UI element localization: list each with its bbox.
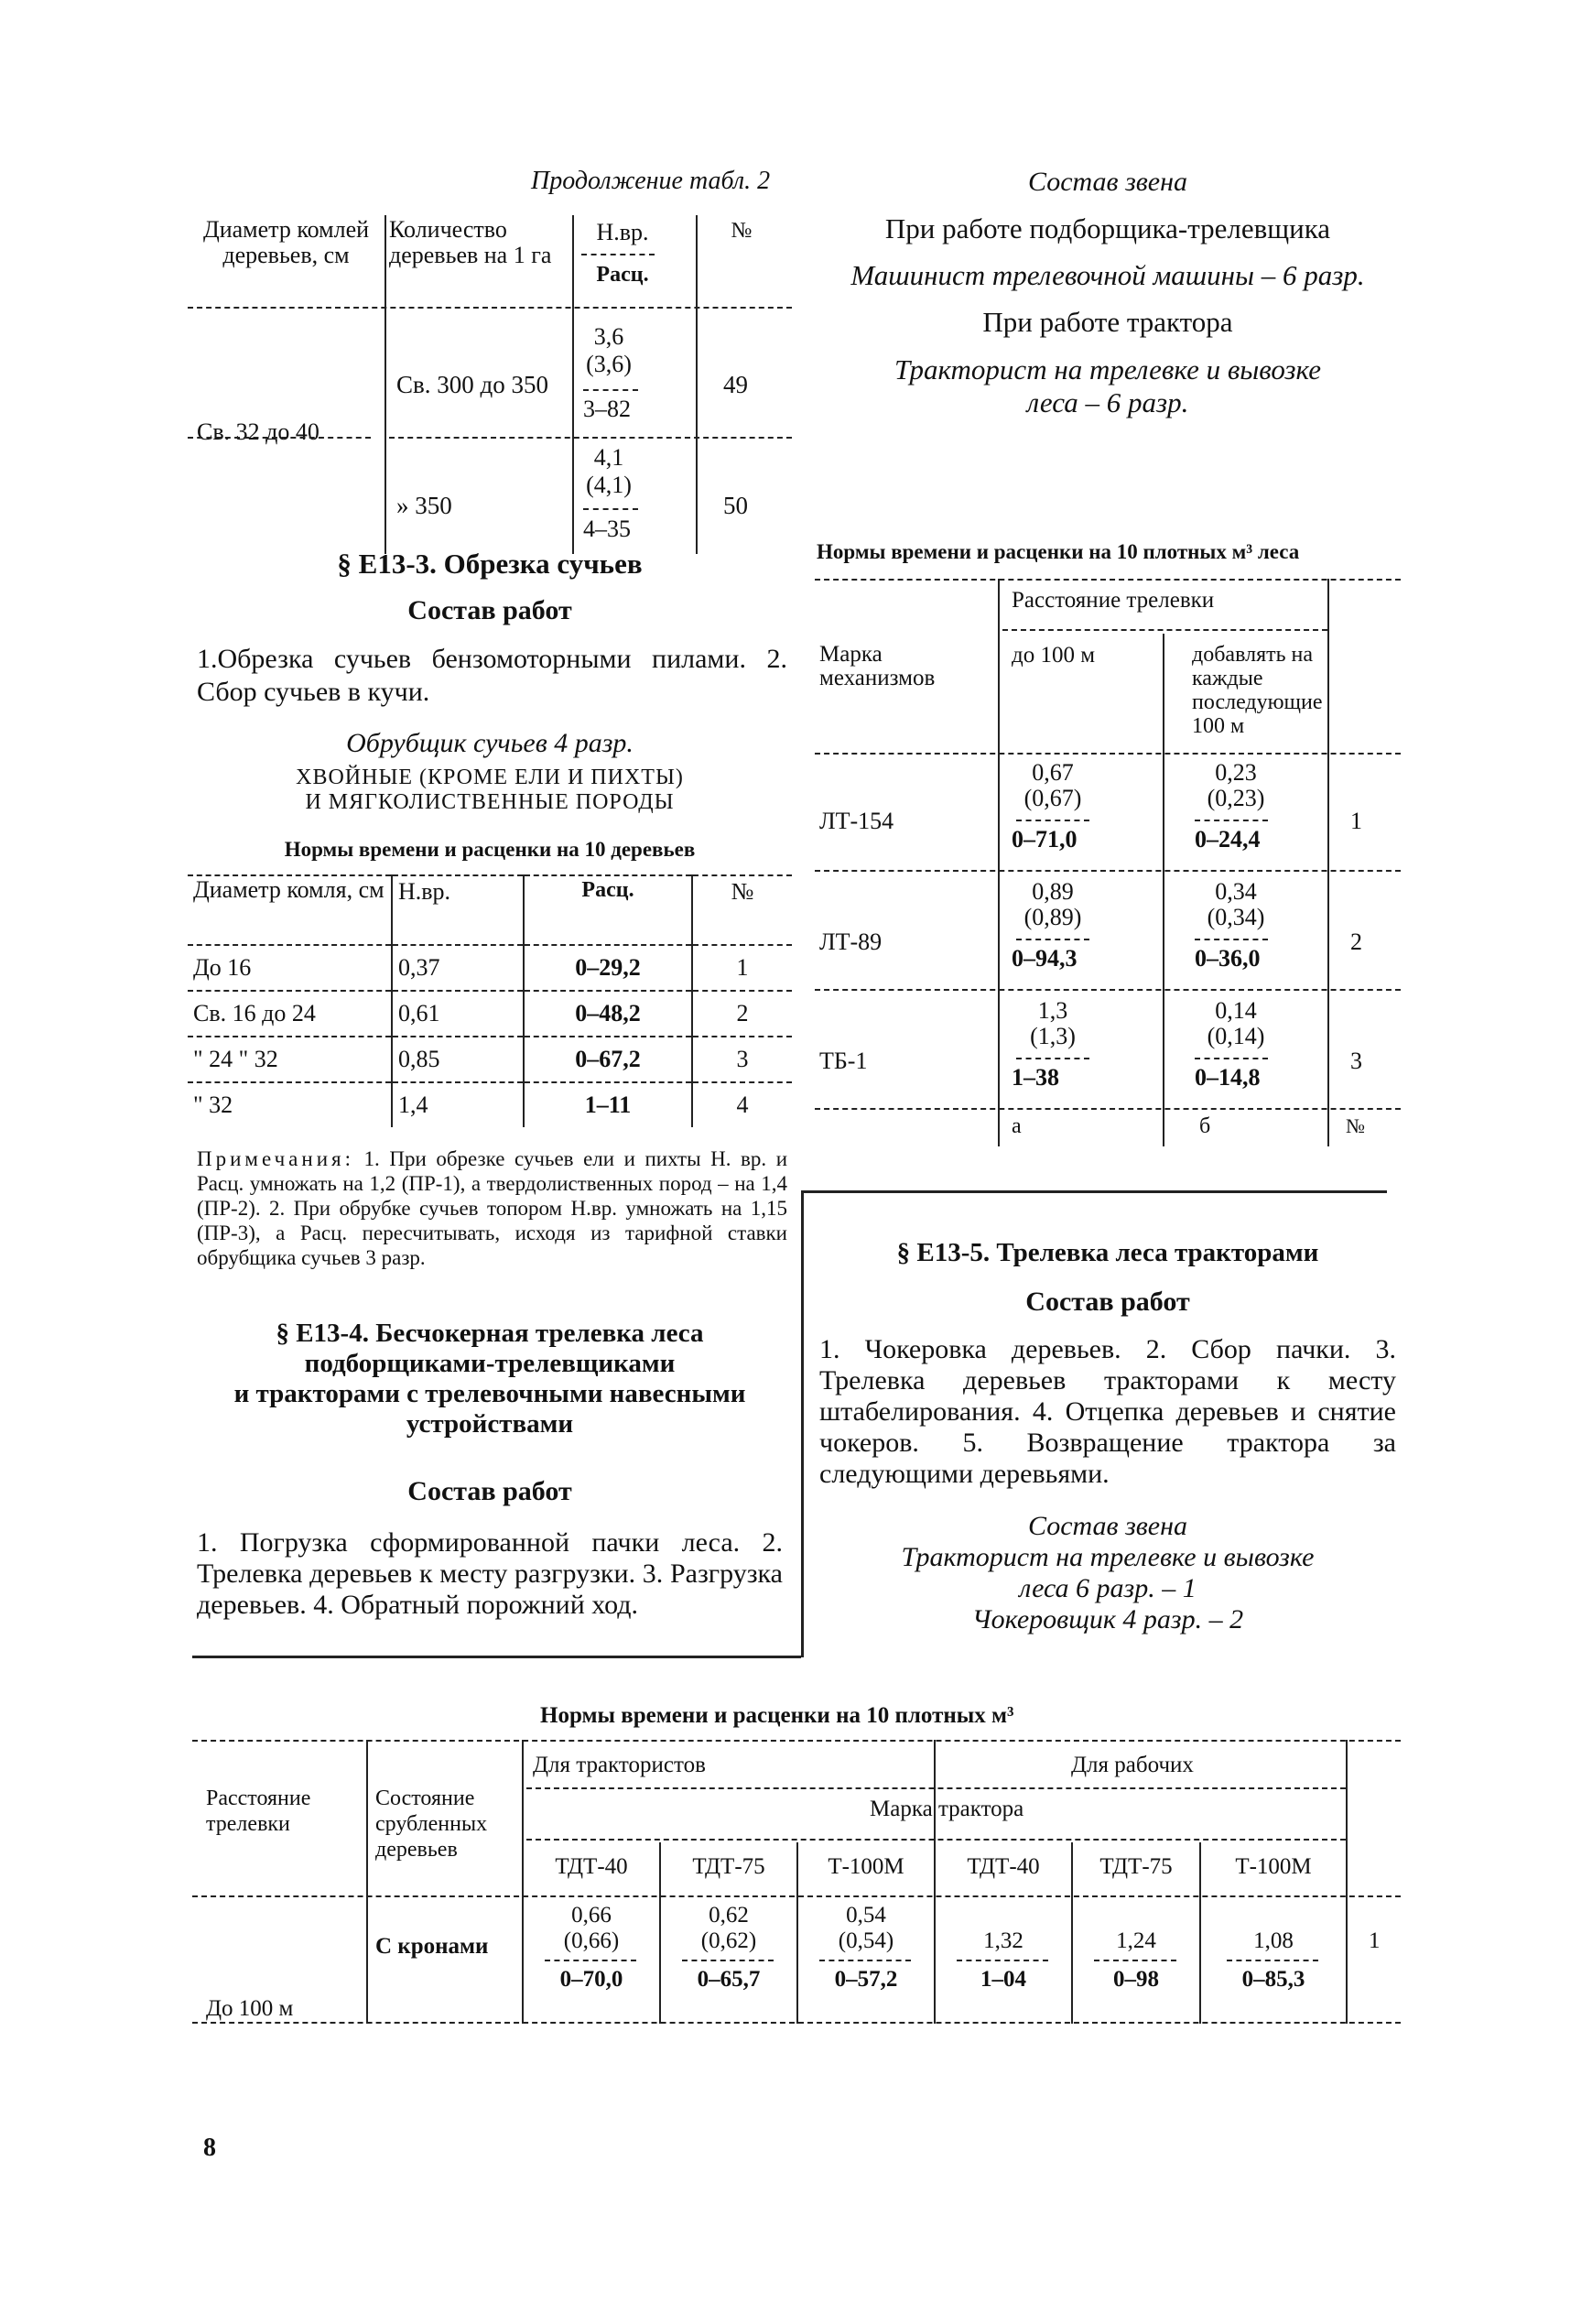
subheading-work-e13-5: Состав работ bbox=[1025, 1287, 1190, 1317]
header-for-workers: Для рабочих bbox=[1071, 1753, 1194, 1777]
cell-val-3: 0,54 (0,54) bbox=[838, 1903, 894, 1953]
row-no-1: 49 bbox=[723, 371, 748, 398]
row-distance: До 100 м bbox=[206, 1996, 294, 2021]
row-a-1: 0,67 (0,67) bbox=[1023, 759, 1082, 811]
table-branch-cutting bbox=[188, 874, 792, 1127]
row-mark-3: ТБ-1 bbox=[819, 1048, 868, 1074]
header-100m: до 100 м bbox=[1012, 643, 1096, 668]
header-tractor-mark: Марка трактора bbox=[870, 1797, 1024, 1821]
cell-rasc-4: 1–04 bbox=[980, 1967, 1026, 1992]
t2-header-nvr: Н.вр. bbox=[392, 875, 524, 945]
header-for-tractorists: Для трактористов bbox=[533, 1753, 706, 1777]
heading-e13-5: § Е13-5. Трелевка леса тракторами bbox=[896, 1238, 1319, 1267]
t2-header-rasc: Расц. bbox=[524, 875, 692, 945]
t2-header-no: № bbox=[731, 878, 754, 905]
subheading-work-e13-3: Состав работ bbox=[407, 595, 572, 625]
header-mark: Марка механизмов bbox=[819, 642, 936, 690]
row-a3-3: 1–38 bbox=[1012, 1064, 1059, 1091]
crew-line-1: При работе подборщика-трелевщика bbox=[884, 212, 1331, 244]
cell-rasc-2: 0–65,7 bbox=[697, 1967, 761, 1992]
row-no: 1 bbox=[1369, 1928, 1381, 1953]
col-tdt40-a: ТДТ-40 bbox=[555, 1854, 628, 1879]
row-count-1: Св. 300 до 350 bbox=[396, 371, 548, 398]
continuation-caption: Продолжение табл. 2 bbox=[531, 167, 771, 195]
header-add: добавлять на каждые последующие 100 м bbox=[1192, 643, 1323, 738]
norms-caption-right: Нормы времени и расценки на 10 плотных м³ леса bbox=[817, 540, 1300, 563]
row-b3-3: 0–14,8 bbox=[1195, 1064, 1261, 1091]
col-tdt40-b: ТДТ-40 bbox=[967, 1854, 1040, 1879]
table-row: " 32 1,4 1–11 4 bbox=[188, 1082, 792, 1127]
subheading-work-e13-4: Состав работ bbox=[407, 1476, 572, 1506]
cell-val-5: 1,24 bbox=[1116, 1928, 1156, 1953]
heading-e13-3: § Е13-3. Обрезка сучьев bbox=[337, 548, 643, 580]
cell-val-2: 0,62 (0,62) bbox=[700, 1903, 757, 1953]
header-diameter: Диаметр комлей деревьев, см bbox=[202, 216, 370, 268]
group-label: Св. 32 до 40 bbox=[197, 418, 319, 445]
cell-rasc-1: 0–70,0 bbox=[559, 1967, 623, 1992]
table-row: Св. 16 до 24 0,61 0–48,2 2 bbox=[188, 991, 792, 1037]
row-b-3: 0,14 (0,14) bbox=[1207, 997, 1265, 1049]
cell-rasc-5: 0–98 bbox=[1113, 1967, 1159, 1992]
table-tractor-skidding bbox=[192, 1740, 1401, 2033]
row-a-2: 0,89 (0,89) bbox=[1023, 878, 1082, 930]
row-no-2: 50 bbox=[723, 492, 748, 519]
col-t100m-b: Т-100М bbox=[1235, 1854, 1312, 1879]
row-b-2: 0,34 (0,34) bbox=[1207, 878, 1265, 930]
row-b3-2: 0–36,0 bbox=[1195, 945, 1261, 972]
text-e13-3: 1.Обрезка сучьев бензомоторными пилами. 2. Сбор сучьев в кучи. bbox=[197, 644, 787, 707]
norms-caption-bottom: Нормы времени и расценки на 10 плотных м³ bbox=[540, 1703, 1014, 1728]
frame-bottom-left bbox=[192, 1656, 801, 1658]
cell-val-1: 0,66 (0,66) bbox=[563, 1903, 620, 1953]
crew-title: Состав звена bbox=[1027, 167, 1187, 197]
row-rasc-1: 3–82 bbox=[583, 396, 631, 422]
crew-e13-5: Состав звена Тракторист на трелевке и вывозке леса 6 разр. – 1 Чокеровщик 4 разр. – 2 bbox=[901, 1511, 1315, 1634]
text-e13-5: 1. Чокеровка деревьев. 2. Сбор пачки. 3. Трелевка деревьев тракторами к месту штабелирования. 4. Отцепка деревьев и снятие чокеров. 5. Возвращение трактора за следующими деревьями. bbox=[819, 1334, 1396, 1489]
row-b-1: 0,23 (0,23) bbox=[1207, 759, 1265, 811]
row-mark-2: ЛТ-89 bbox=[819, 929, 883, 955]
row-state: С кронами bbox=[375, 1934, 489, 1959]
row-no-2: 2 bbox=[1350, 929, 1362, 955]
row-nvr-1: 3,6 (3,6) bbox=[586, 323, 632, 377]
header-count: Количество деревьев на 1 га bbox=[389, 216, 552, 268]
crew-line-5: леса – 6 разр. bbox=[1026, 386, 1189, 418]
heading-e13-4: § Е13-4. Бесчокерная трелевка леса подборщиками-трелевщиками и тракторами с трелевочными навесными устройствами bbox=[233, 1319, 746, 1439]
notes-e13-3: Примечания: 1. При обрезке сучьев ели и пихты Н. вр. и Расц. умножать на 1,2 (ПР-1), а твердолиственных пород – на 1,4 (ПР-2). 2. При обрубке сучьев топором Н.вр. умножать на 1,15 (ПР-3), а Расц. пересчитывать, исходя из тарифной ставки обрубщика сучьев 3 разр. bbox=[197, 1147, 787, 1269]
row-a3-1: 0–71,0 bbox=[1012, 826, 1078, 852]
table-trees-density bbox=[188, 215, 792, 559]
header-no: № bbox=[731, 219, 753, 243]
crew-line-2: Машинист трелевочной машины – 6 разр. bbox=[850, 259, 1365, 291]
col-tdt75-a: ТДТ-75 bbox=[692, 1854, 765, 1879]
row-count-2: » 350 bbox=[396, 492, 452, 519]
foot-a: а bbox=[1012, 1114, 1022, 1138]
row-b3-1: 0–24,4 bbox=[1195, 826, 1261, 852]
header-state: Состояние срубленных деревьев bbox=[375, 1786, 488, 1862]
text-e13-4: 1. Погрузка сформированной пачки леса. 2. Трелевка деревьев к месту разгрузки. 3. Разгрузка деревьев. 4. Обратный порожний ход. bbox=[197, 1527, 783, 1620]
worker-e13-3: Обрубщик сучьев 4 разр. bbox=[346, 728, 634, 758]
row-a-3: 1,3 (1,3) bbox=[1030, 997, 1076, 1049]
frame-top-right bbox=[801, 1190, 1387, 1193]
row-nvr-2: 4,1 (4,1) bbox=[586, 444, 632, 498]
page-number: 8 bbox=[203, 2134, 216, 2162]
cell-rasc-3: 0–57,2 bbox=[834, 1967, 898, 1992]
row-mark-1: ЛТ-154 bbox=[819, 808, 894, 834]
header-distance: Расстояние трелевки bbox=[1012, 588, 1215, 613]
row-no-1: 1 bbox=[1350, 808, 1362, 834]
row-no-3: 3 bbox=[1350, 1048, 1362, 1074]
row-rasc-2: 4–35 bbox=[583, 516, 631, 542]
foot-b: б bbox=[1199, 1114, 1211, 1138]
t2-header-diameter: Диаметр комля, см bbox=[188, 875, 392, 945]
species-label: ХВОЙНЫЕ (КРОМЕ ЕЛИ И ПИХТЫ) И МЯГКОЛИСТВЕННЫЕ ПОРОДЫ bbox=[296, 766, 684, 814]
cell-val-6: 1,08 bbox=[1253, 1928, 1294, 1953]
table-row: До 16 0,37 0–29,2 1 bbox=[188, 945, 792, 991]
cell-val-4: 1,32 bbox=[983, 1928, 1023, 1953]
cell-rasc-6: 0–85,3 bbox=[1241, 1967, 1305, 1992]
frame-right-left bbox=[801, 1190, 804, 1657]
table-mechanisms bbox=[815, 579, 1401, 1156]
crew-line-4: Тракторист на трелевке и вывозке bbox=[893, 353, 1321, 386]
col-tdt75-b: ТДТ-75 bbox=[1099, 1854, 1173, 1879]
row-a3-2: 0–94,3 bbox=[1012, 945, 1078, 972]
norms-caption-e13-3: Нормы времени и расценки на 10 деревьев bbox=[284, 838, 696, 861]
header-rasc: Расц. bbox=[596, 263, 649, 287]
header-nvr: Н.вр. bbox=[596, 219, 649, 245]
col-t100m-a: Т-100М bbox=[828, 1854, 904, 1879]
table-row: " 24 " 32 0,85 0–67,2 3 bbox=[188, 1037, 792, 1082]
crew-line-3: При работе трактора bbox=[982, 306, 1233, 338]
header-distance: Расстояние трелевки bbox=[206, 1786, 311, 1836]
foot-no: № bbox=[1346, 1114, 1365, 1137]
